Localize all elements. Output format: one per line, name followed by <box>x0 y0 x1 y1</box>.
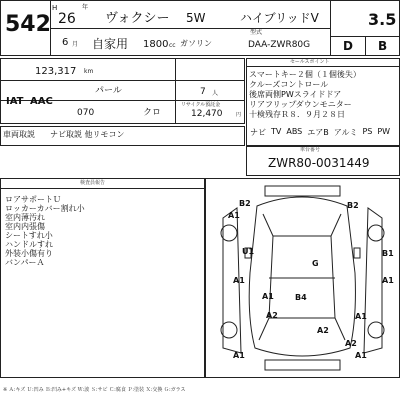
damage-code: A1 <box>233 351 245 360</box>
equipment-item: アルミ <box>333 128 358 137</box>
damage-code: A2 <box>317 326 329 335</box>
damage-code: G <box>312 259 319 268</box>
inspector-note: 室内薄汚れ <box>5 213 45 222</box>
equipment-item: PW <box>377 127 391 136</box>
equipment-item: エアB <box>307 128 329 137</box>
model-month: 6 <box>62 37 69 48</box>
displacement-unit: cc <box>169 42 176 49</box>
inspector-notes-list <box>5 196 85 268</box>
seats-unit: 人 <box>212 90 219 97</box>
damage-code: B2 <box>347 201 359 210</box>
inspector-note: ロアサポートＵ <box>5 195 61 204</box>
inspector-note: 室内内張傷 <box>5 222 45 231</box>
manual-text: ナビ取説 他リモコン <box>50 130 125 139</box>
recycle-unit: 円 <box>236 112 242 118</box>
auction-score: 3.5 <box>368 10 397 29</box>
damage-code: B1 <box>382 249 394 258</box>
inspector-note: ハンドルすれ <box>5 240 53 249</box>
usage: 自家用 <box>92 37 129 51</box>
damage-code: U1 <box>242 247 255 256</box>
damage-code: A1 <box>228 211 240 220</box>
displacement: 1800 <box>143 39 169 50</box>
model-code: DAA-ZWR80G <box>248 40 311 50</box>
damage-code: A2 <box>345 339 357 348</box>
recycle-label: リサイクル預託金 <box>181 102 221 108</box>
damage-code: A2 <box>266 311 278 320</box>
sales-point-item: 後席両側PWスライドドア <box>249 90 342 99</box>
inspector-notes-header: 検査員報告 <box>80 180 106 186</box>
sales-points-header: セールスポイント <box>290 59 330 65</box>
recycle-fee: 12,470 <box>191 109 223 119</box>
damage-code: B2 <box>239 199 251 208</box>
body-color: パール <box>95 86 122 96</box>
lot-number: 542 <box>5 12 51 37</box>
damage-code: A1 <box>382 276 394 285</box>
equipment-item: ナビ <box>250 128 266 137</box>
sales-point-item: スマートキー２個（１個後失） <box>249 70 361 79</box>
equipment-item: PS <box>362 127 373 136</box>
car-model: ヴォクシー <box>105 11 170 26</box>
inspector-note: バンパーＡ <box>5 258 45 267</box>
trim-color: クロ <box>143 108 162 118</box>
sales-points-list <box>249 71 361 121</box>
era-letter: H <box>52 4 58 12</box>
damage-code: A1 <box>355 351 367 360</box>
inspector-note: 外装小傷有り <box>5 249 53 258</box>
damage-code: A1 <box>262 292 274 301</box>
manual-label: 車両取説 <box>3 130 35 139</box>
legend-footer: ※ Ａ:キズ Ｕ:凹み Ｂ:凹み+キズ Ｗ:波 Ｓ:サビ Ｃ:腐食 Ｐ:塗装 Ｘ:交換 Ｇ:ガラス <box>3 387 186 393</box>
chassis-number: ZWR80-0031449 <box>268 156 370 170</box>
sales-point-item: クルーズコントロール <box>249 80 329 89</box>
month-unit: 月 <box>72 41 79 48</box>
inspector-note: ロッカーカバー割れ小 <box>5 204 85 213</box>
equipment-item: ABS <box>286 127 303 136</box>
body-type: 5W <box>186 11 206 25</box>
color-code: 070 <box>77 108 95 118</box>
damage-code: A1 <box>233 276 245 285</box>
damage-code: B4 <box>295 293 307 302</box>
fuel: ガソリン <box>180 39 212 48</box>
chassis-label: 車台番号 <box>300 147 321 153</box>
exterior-grade: B <box>378 39 388 53</box>
equipment-list <box>250 127 390 138</box>
equipment-item: TV <box>271 127 282 136</box>
sales-point-item: 十検残存Ｒ８．９月２８日 <box>249 110 345 119</box>
aircon: AAC <box>30 96 53 107</box>
transmission: IAT <box>6 96 24 107</box>
mileage-unit: km <box>84 68 94 75</box>
seats: 7 <box>200 87 206 97</box>
inspector-note: シートすれ小 <box>5 231 53 240</box>
model-code-label: 型式 <box>250 29 263 36</box>
model-year: 26 <box>58 11 76 27</box>
grade: ハイブリッドV <box>240 11 319 25</box>
sales-point-item: リアフリップダウンモニター <box>249 100 352 109</box>
mileage: 123,317 <box>35 66 77 77</box>
damage-code: A1 <box>355 312 367 321</box>
interior-grade: D <box>343 39 353 53</box>
